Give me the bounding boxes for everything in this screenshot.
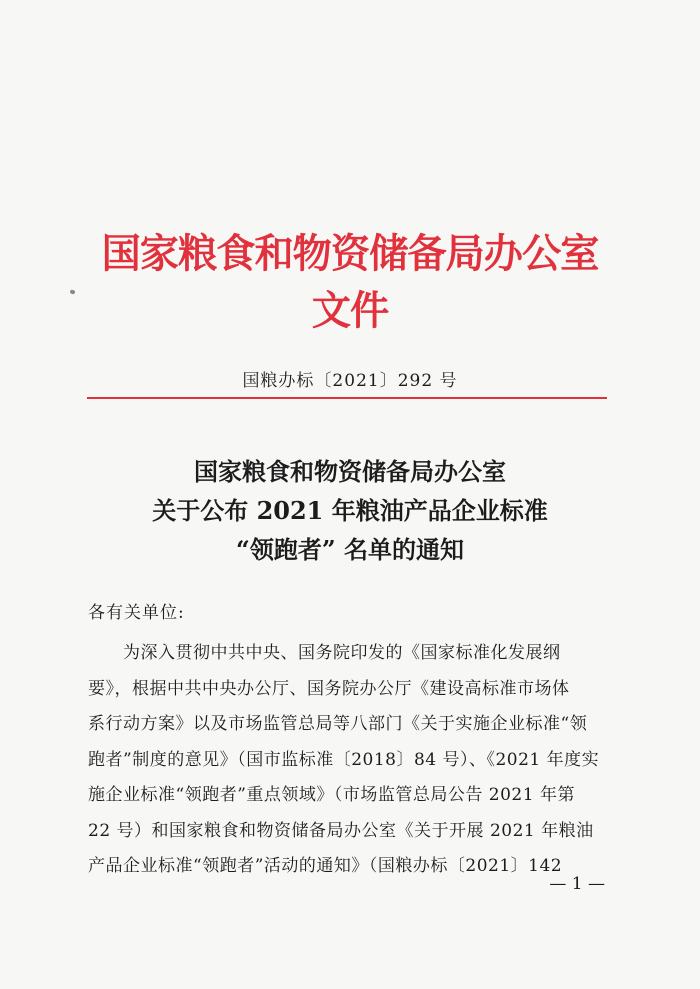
body-line: 22 号）和国家粮食和物资储备局办公室《关于开展 2021 年粮油	[88, 820, 594, 841]
title-line: 国家粮食和物资储备局办公室	[194, 457, 506, 486]
page-number: — 1 —	[549, 874, 605, 894]
document-number: 国粮办标〔2021〕292 号	[242, 371, 458, 391]
body-line: 系行动方案》以及市场监管总局等八部门《关于实施企业标准“领	[88, 714, 588, 734]
salutation: 各有关单位:	[88, 603, 185, 623]
title-line: 关于公布 2021 年粮油产品企业标准	[152, 496, 548, 525]
title-line: “领跑者” 名单的通知	[236, 535, 464, 564]
letterhead-title: 国家粮食和物资储备局办公室文件	[101, 231, 599, 334]
body-line: 要》，根据中共中央办公厅、国务院办公厅《建设高标准市场体	[88, 678, 570, 699]
body-text	[88, 636, 628, 885]
body-line: 产品企业标准“领跑者”活动的通知》（国粮办标〔2021〕142	[88, 856, 563, 876]
red-divider-line	[87, 397, 607, 399]
body-line: 施企业标准“领跑者”重点领域》（市场监管总局公告 2021 年第	[88, 785, 575, 805]
body-line: 跑者”制度的意见》（国市监标准〔2018〕84 号）、《2021 年度实	[88, 749, 600, 770]
body-line: 为深入贯彻中共中央、国务院印发的《国家标准化发展纲	[88, 643, 561, 663]
scan-speck	[69, 289, 75, 294]
notice-title	[0, 452, 700, 569]
